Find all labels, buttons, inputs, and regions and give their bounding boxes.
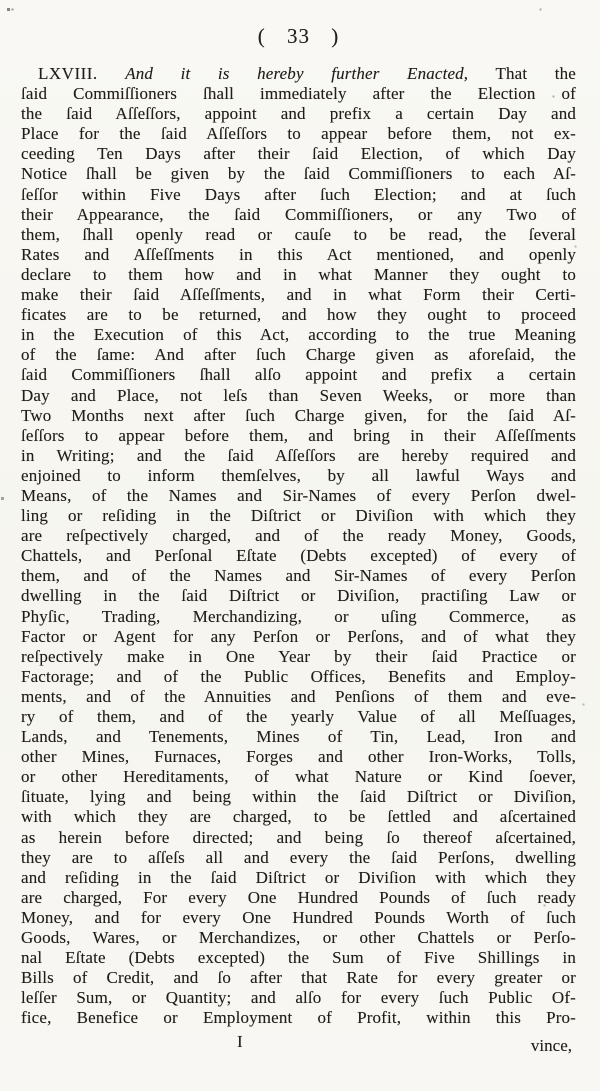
text-line: and reſiding in the ſaid Diſtrict or Diviſion with which they	[21, 867, 576, 887]
text-line: of the ſame: And after ſuch Charge given as aforeſaid, the	[21, 345, 576, 365]
text-line: Factor or Agent for any Perſon or Perſons, and of what they	[21, 626, 576, 646]
text-line: Factorage; and of the Public Offices, Benefits and Employ-	[21, 666, 576, 686]
text-line: are charged, For every One Hundred Pounds of ſuch ready	[21, 887, 576, 907]
text-line: enjoined to inform themſelves, by all lawful Ways and	[21, 465, 576, 485]
enacting-phrase: And it is hereby further Enacted,	[125, 64, 469, 83]
text-line: ſeſſor within Five Days after ſuch Election; and at ſuch	[21, 184, 576, 204]
section-number: LXVIII.	[38, 64, 98, 83]
text-line: fice, Benefice or Employment of Profit, within this Pro-	[21, 1008, 576, 1028]
text-line: ſaid Commiſſioners ſhall alſo appoint and prefix a certain	[21, 365, 576, 385]
page-footer	[21, 1032, 576, 1058]
signature-mark: I	[237, 1031, 243, 1051]
text-line: ments, and of the Annuities and Penſions of them and eve-	[21, 686, 576, 706]
scan-speck	[0, 0, 1, 1]
text-line: Notice ſhall be given by the ſaid Commiſſioners to each Aſ-	[21, 164, 576, 184]
text-line: Goods, Wares, or Merchandizes, or other Chattels or Perſo-	[21, 928, 576, 948]
text-line: they are to aſſeſs all and every the ſaid Perſons, dwelling	[21, 847, 576, 867]
text-line: or other Hereditaments, of what Nature or Kind ſoever,	[21, 767, 576, 787]
paragraph-lines	[21, 84, 576, 1028]
text-line: ry of them, and of the yearly Value of all Meſſuages,	[21, 707, 576, 726]
text-line: dwelling in the ſaid Diſtrict or Diviſion, practiſing Law or	[21, 586, 576, 606]
text-line: them, and of the Names and Sir-Names of every Perſon	[21, 566, 576, 586]
page-number: ( 33 )	[257, 24, 340, 48]
text-line: Means, of the Names and Sir-Names of every Perſon dwel-	[21, 485, 576, 505]
body-text	[21, 64, 576, 1029]
text-line: other Mines, Furnaces, Forges and other Iron-Works, Tolls,	[21, 747, 576, 767]
text-line: declare to them how and in what Manner they ought to	[21, 264, 576, 284]
text-line: Bills of Credit, and ſo after that Rate for every greater or	[21, 968, 576, 988]
text-line: ſituate, lying and being within the ſaid Diſtrict or Diviſion,	[21, 787, 576, 807]
text-line: Money, and for every One Hundred Pounds Worth of ſuch	[21, 907, 576, 927]
first-line-rest: That the	[495, 64, 577, 83]
text-line: them, ſhall openly read or cauſe to be read, the ſeveral	[21, 224, 576, 244]
text-line: Day and Place, not leſs than Seven Weeks, or more than	[21, 385, 576, 405]
text-line: Lands, and Tenements, Mines of Tin, Lead, Iron and	[21, 727, 576, 747]
text-line: Phyſic, Trading, Merchandizing, or uſing Commerce, as	[21, 606, 576, 626]
text-line: ſeſſors to appear before them, and bring in their Aſſeſſments	[21, 425, 576, 445]
paragraph-first-line	[21, 64, 576, 84]
text-line: in the Execution of this Act, according to the true Meaning	[21, 325, 576, 345]
text-line: ling or reſiding in the Diſtrict or Diviſion with which they	[21, 506, 576, 526]
text-line: in Writing; and the ſaid Aſſeſſors are hereby required and	[21, 445, 576, 465]
text-line: Place for the ſaid Aſſeſſors to appear before them, not ex-	[21, 124, 576, 144]
text-line: reſpectively make in One Year by their ſaid Practice or	[21, 646, 576, 666]
text-line: ficates are to be returned, and how they ought to proceed	[21, 305, 576, 325]
text-line: make their ſaid Aſſeſſments, and in what Form their Certi-	[21, 285, 576, 305]
text-line: nal Eſtate (Debts excepted) the Sum of Five Shillings in	[21, 948, 576, 968]
text-line: are reſpectively charged, and of the ready Money, Goods,	[21, 526, 576, 546]
text-line: Two Months next after ſuch Charge given, for the ſaid Aſ-	[21, 405, 576, 425]
catchword: vince,	[530, 1035, 572, 1055]
text-line: leſſer Sum, or Quantity; and alſo for every ſuch Public Of-	[21, 988, 576, 1008]
text-line: their Appearance, the ſaid Commiſſioners, or any Two of	[21, 204, 576, 224]
text-line: Chattels, and Perſonal Eſtate (Debts excepted) of every of	[21, 546, 576, 566]
text-line: Rates and Aſſeſſments in this Act mentioned, and openly	[21, 244, 576, 264]
text-line: as herein before directed; and being ſo thereof aſcertained,	[21, 827, 576, 847]
text-line: with which they are charged, to be ſettled and aſcertained	[21, 807, 576, 827]
text-line: ſaid Commiſſioners ſhall immediately after the Election of	[21, 84, 576, 104]
text-line: ceeding Ten Days after their ſaid Election, of which Day	[21, 144, 576, 164]
text-line: the ſaid Aſſeſſors, appoint and prefix a certain Day and	[21, 104, 576, 124]
